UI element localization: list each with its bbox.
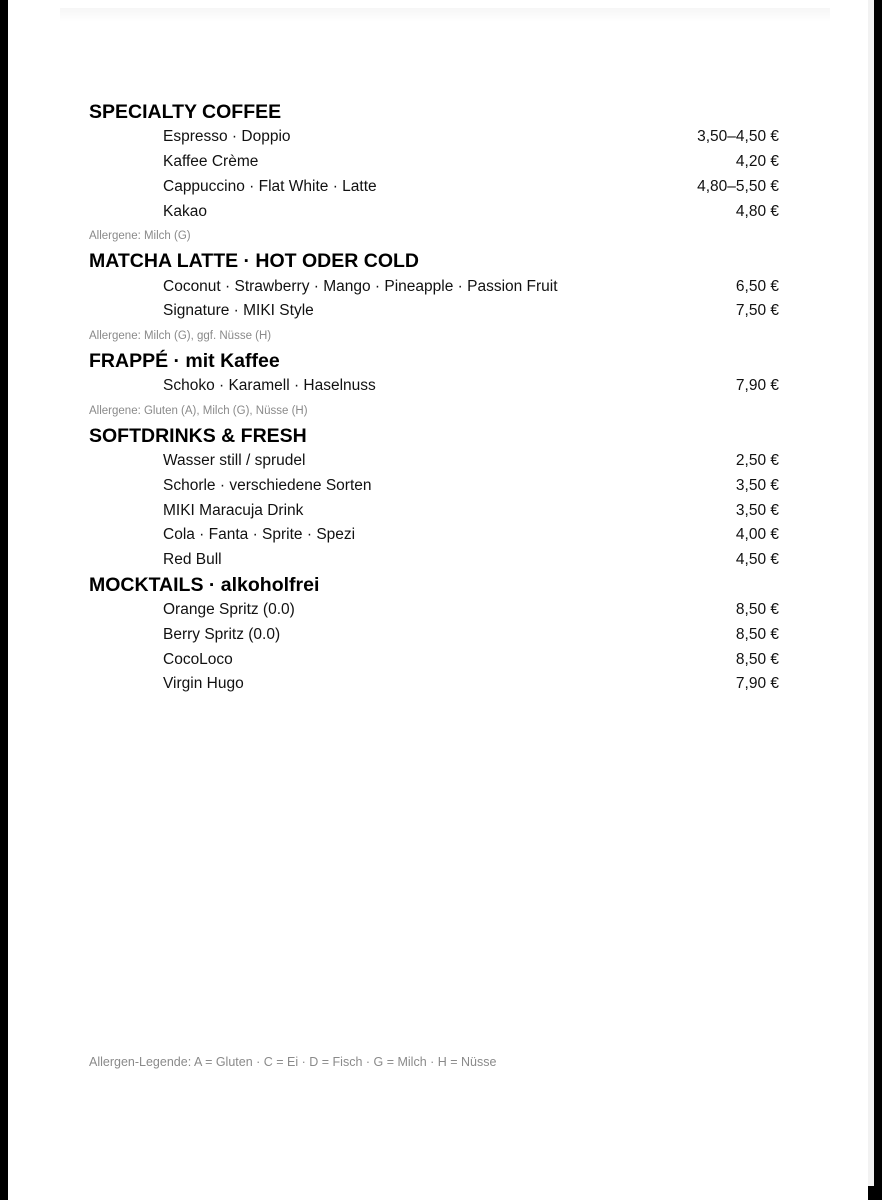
allergen-note: Allergene: Gluten (A), Milch (G), Nüsse (H): [89, 404, 308, 417]
item-price: 4,00 €: [735, 526, 779, 544]
item-name: Schorle · verschiedene Sorten: [163, 476, 372, 494]
item-price: 3,50 €: [735, 501, 779, 519]
section-frappe: [89, 349, 779, 424]
item-price: 4,20 €: [735, 153, 779, 171]
section-heading: MOCKTAILS · alkoholfrei: [89, 573, 320, 596]
menu-content: [89, 100, 779, 697]
item-price: 3,50–4,50 €: [697, 128, 779, 146]
allergen-note: Allergene: Milch (G): [89, 230, 191, 243]
section-heading: SOFTDRINKS & FRESH: [89, 424, 307, 447]
top-shadow: [60, 8, 830, 22]
menu-item: [89, 125, 779, 150]
item-name: Cappuccino · Flat White · Latte: [163, 177, 377, 195]
menu-item: [89, 199, 779, 224]
allergen-note: Allergene: Milch (G), ggf. Nüsse (H): [89, 329, 272, 342]
item-name: Kaffee Crème: [163, 153, 259, 171]
menu-item: [89, 622, 779, 647]
item-price: 4,50 €: [735, 551, 779, 569]
item-name: Orange Spritz (0.0): [163, 600, 295, 618]
item-price: 7,90 €: [735, 675, 779, 693]
item-name: Virgin Hugo: [163, 675, 244, 693]
menu-item: [89, 374, 779, 399]
section-heading: SPECIALTY COFFEE: [89, 101, 282, 123]
menu-item: [89, 548, 779, 573]
item-name: Coconut · Strawberry · Mango · Pineapple · Passion Fruit: [163, 277, 558, 295]
item-price: 3,50 €: [735, 476, 779, 494]
section-specialty-coffee: [89, 100, 779, 249]
menu-item: [89, 647, 779, 672]
item-price: 4,80–5,50 €: [697, 177, 779, 195]
item-price: 6,50 €: [735, 277, 779, 295]
item-name: CocoLoco: [163, 650, 233, 668]
item-price: 7,90 €: [735, 377, 779, 395]
item-name: Kakao: [163, 202, 207, 220]
item-price: 2,50 €: [735, 451, 779, 469]
item-name: Signature · MIKI Style: [163, 302, 314, 320]
section-matcha-latte: [89, 249, 779, 349]
allergen-legend: Allergen-Legende: A = Gluten · C = Ei · D = Fisch · G = Milch · H = Nüsse: [89, 1055, 497, 1069]
section-softdrinks: [89, 424, 779, 573]
menu-item: [89, 175, 779, 200]
item-price: 8,50 €: [735, 600, 779, 618]
item-name: MIKI Maracuja Drink: [163, 501, 304, 519]
menu-item: [89, 299, 779, 324]
menu-item: [89, 523, 779, 548]
scrollbar[interactable]: [868, 0, 874, 1186]
menu-item: [89, 150, 779, 175]
item-price: 8,50 €: [735, 625, 779, 643]
item-name: Wasser still / sprudel: [163, 451, 306, 469]
section-mocktails: [89, 573, 779, 697]
item-name: Berry Spritz (0.0): [163, 625, 281, 643]
menu-item: [89, 498, 779, 523]
item-name: Schoko · Karamell · Haselnuss: [163, 377, 376, 395]
menu-item: [89, 672, 779, 697]
menu-item: [89, 449, 779, 474]
section-heading: MATCHA LATTE · HOT ODER COLD: [89, 250, 420, 273]
item-price: 4,80 €: [735, 202, 779, 220]
menu-item: [89, 473, 779, 498]
menu-item: [89, 598, 779, 623]
item-price: 8,50 €: [735, 650, 779, 668]
item-name: Cola · Fanta · Sprite · Spezi: [163, 526, 356, 544]
section-heading: FRAPPÉ · mit Kaffee: [89, 349, 280, 372]
menu-item: [89, 274, 779, 299]
item-price: 7,50 €: [735, 302, 779, 320]
item-name: Espresso · Doppio: [163, 128, 291, 146]
item-name: Red Bull: [163, 551, 222, 569]
